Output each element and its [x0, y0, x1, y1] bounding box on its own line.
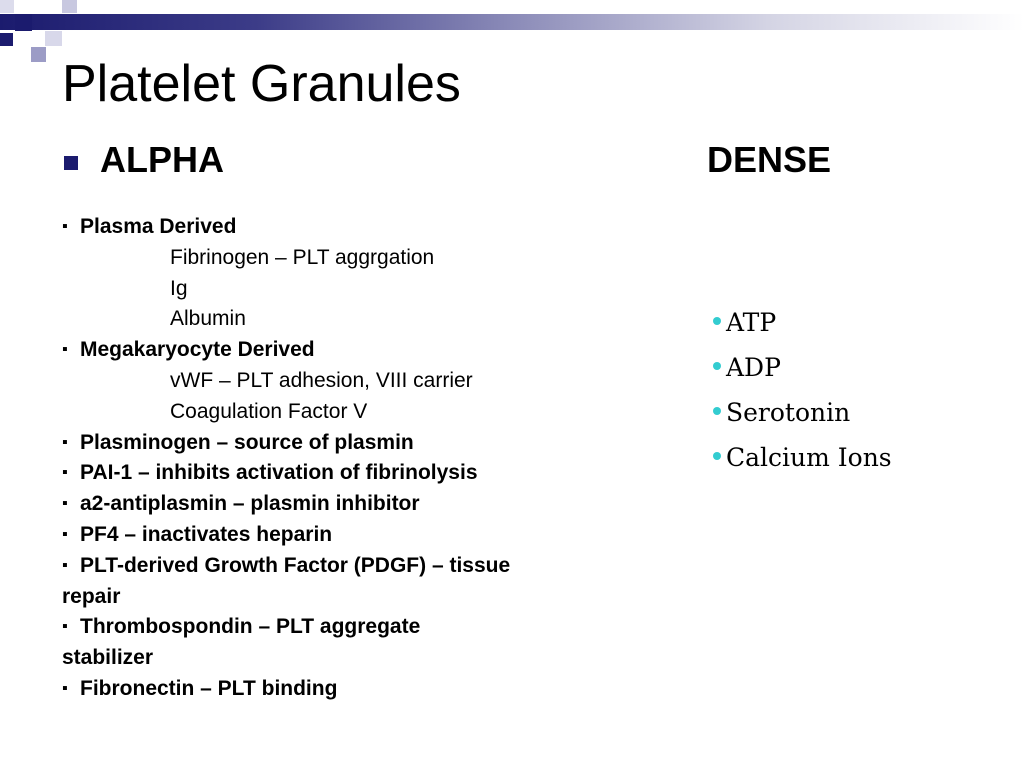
title-decoration-bar: [0, 14, 1024, 30]
list-item-text: ATP: [726, 308, 777, 337]
list-item: [713, 300, 892, 345]
list-item-text: Plasminogen – source of plasmin: [80, 430, 414, 454]
decorative-square: [31, 47, 46, 62]
list-item: [62, 612, 502, 674]
square-bullet-icon: ▪: [62, 433, 68, 451]
list-item: [62, 520, 602, 551]
list-item-text: PF4 – inactivates heparin: [80, 522, 333, 546]
slide-title: Platelet Granules: [62, 55, 461, 113]
list-item-text: Calcium Ions: [726, 443, 892, 472]
square-bullet-icon: ▪: [62, 218, 68, 235]
list-item-text: vWF – PLT adhesion, VIII carrier: [170, 368, 473, 392]
list-item-text: Thrombospondin – PLT aggregate stabilizer: [62, 615, 421, 670]
list-item: [713, 390, 892, 435]
square-bullet-icon: ▪: [62, 495, 68, 513]
dense-heading: DENSE: [707, 139, 832, 180]
list-item-text: Coagulation Factor V: [170, 399, 368, 423]
list-item: [62, 674, 602, 705]
decorative-square: [0, 33, 13, 46]
list-item-text: PLT-derived Growth Factor (PDGF) – tissue repair: [62, 553, 511, 608]
list-item-text: Serotonin: [726, 398, 851, 427]
list-subitem: [62, 397, 602, 428]
list-item: [713, 435, 892, 480]
list-item: [62, 458, 602, 489]
decorative-square: [62, 0, 77, 13]
alpha-heading: ALPHA: [100, 139, 224, 180]
decorative-square: [45, 31, 62, 46]
square-bullet-icon: ▪: [62, 341, 68, 359]
list-subitem: [62, 274, 602, 305]
list-item-text: Fibronectin – PLT binding: [80, 676, 338, 700]
list-item-text: PAI-1 – inhibits activation of fibrinolysis: [80, 461, 478, 485]
square-bullet-icon: [64, 156, 78, 170]
round-bullet-icon: [713, 452, 721, 460]
square-bullet-icon: ▪: [62, 679, 68, 697]
list-item: [62, 335, 602, 366]
decorative-square: [15, 14, 32, 31]
list-item-text: ADP: [726, 353, 781, 382]
round-bullet-icon: [713, 407, 721, 415]
round-bullet-icon: [713, 317, 721, 325]
square-bullet-icon: ▪: [62, 525, 68, 543]
list-item-text: Megakaryocyte Derived: [80, 338, 315, 362]
square-bullet-icon: ▪: [62, 618, 68, 636]
list-item-text: Ig: [170, 276, 188, 300]
round-bullet-icon: [713, 362, 721, 370]
list-item-text: a2-antiplasmin – plasmin inhibitor: [80, 492, 420, 516]
list-item-text: Fibrinogen – PLT aggrgation: [170, 245, 435, 269]
list-item: [62, 212, 602, 243]
list-subitem: [62, 304, 602, 335]
list-subitem: [62, 366, 602, 397]
dense-list: [713, 300, 892, 480]
square-bullet-icon: ▪: [62, 556, 68, 574]
list-item-text: Albumin: [170, 307, 246, 331]
alpha-list: [62, 212, 602, 705]
list-item: [713, 345, 892, 390]
list-item: [62, 551, 532, 613]
list-item: [62, 428, 602, 459]
list-item-text: Plasma Derived: [80, 215, 237, 238]
decorative-square: [0, 0, 14, 13]
list-subitem: [62, 243, 602, 274]
list-item: [62, 489, 602, 520]
square-bullet-icon: ▪: [62, 464, 68, 482]
